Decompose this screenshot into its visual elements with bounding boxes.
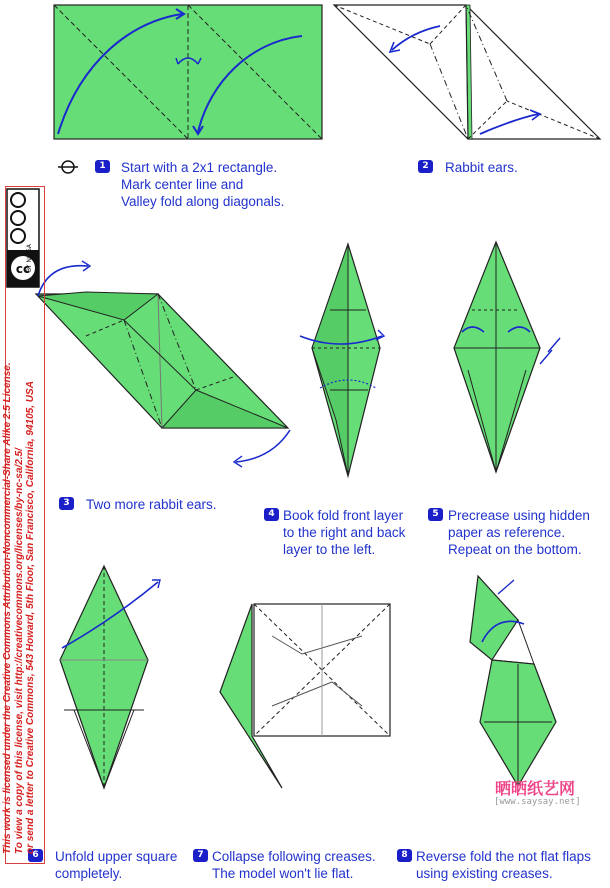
- step6-diagram: [52, 560, 172, 800]
- svg-text:cc: cc: [15, 262, 31, 276]
- step7-diagram: [212, 596, 398, 792]
- step1-diagram: [50, 2, 328, 144]
- license-badge-labels: BY NC SA: [26, 244, 33, 272]
- step-instruction: Two more rabbit ears.: [86, 497, 217, 512]
- step4-diagram: [290, 240, 400, 485]
- step-number-badge: 2: [418, 160, 433, 173]
- license-text: This work is licensed under the Creative Commons Attribution-Noncommercial-Share Alike 2.5 License. To view a copy of this license, visit http://creativecommons.org/licenses/by-nc-sa/2.5/ or send a letter to Creative Commons, 543 Howard, 5th Floor, San Francisco, California, 94105, USA: [1, 362, 36, 854]
- site-url: [www.saysay.net]: [494, 797, 581, 807]
- step-instruction: Collapse following creases. The model won't lie flat.: [212, 849, 376, 881]
- step-number-badge: 7: [193, 849, 208, 862]
- step-instruction: Precrease using hidden paper as reference. Repeat on the bottom.: [448, 508, 590, 557]
- step-number-badge: 1: [95, 160, 110, 173]
- step5-diagram: [448, 240, 568, 485]
- step-instruction: Start with a 2x1 rectangle. Mark center line and Valley fold along diagonals.: [121, 160, 285, 209]
- step-instruction: Reverse fold the not flat flaps using existing creases.: [416, 849, 591, 881]
- site-logo: 晒晒纸艺网: [495, 779, 576, 798]
- step-number-badge: 6: [28, 849, 43, 862]
- valley-symbol-icon: [58, 160, 78, 174]
- step-instruction: Unfold upper square completely.: [55, 849, 178, 881]
- step-number-badge: 8: [397, 849, 412, 862]
- step2-diagram: [332, 2, 604, 144]
- step3-diagram: [26, 256, 306, 476]
- step-instruction: Rabbit ears.: [445, 160, 518, 175]
- step-number-badge: 3: [59, 497, 74, 510]
- step-instruction: Book fold front layer to the right and back layer to the left.: [283, 508, 406, 557]
- step8-diagram: [462, 572, 562, 792]
- step-number-badge: 5: [428, 508, 443, 521]
- step-number-badge: 4: [264, 508, 279, 521]
